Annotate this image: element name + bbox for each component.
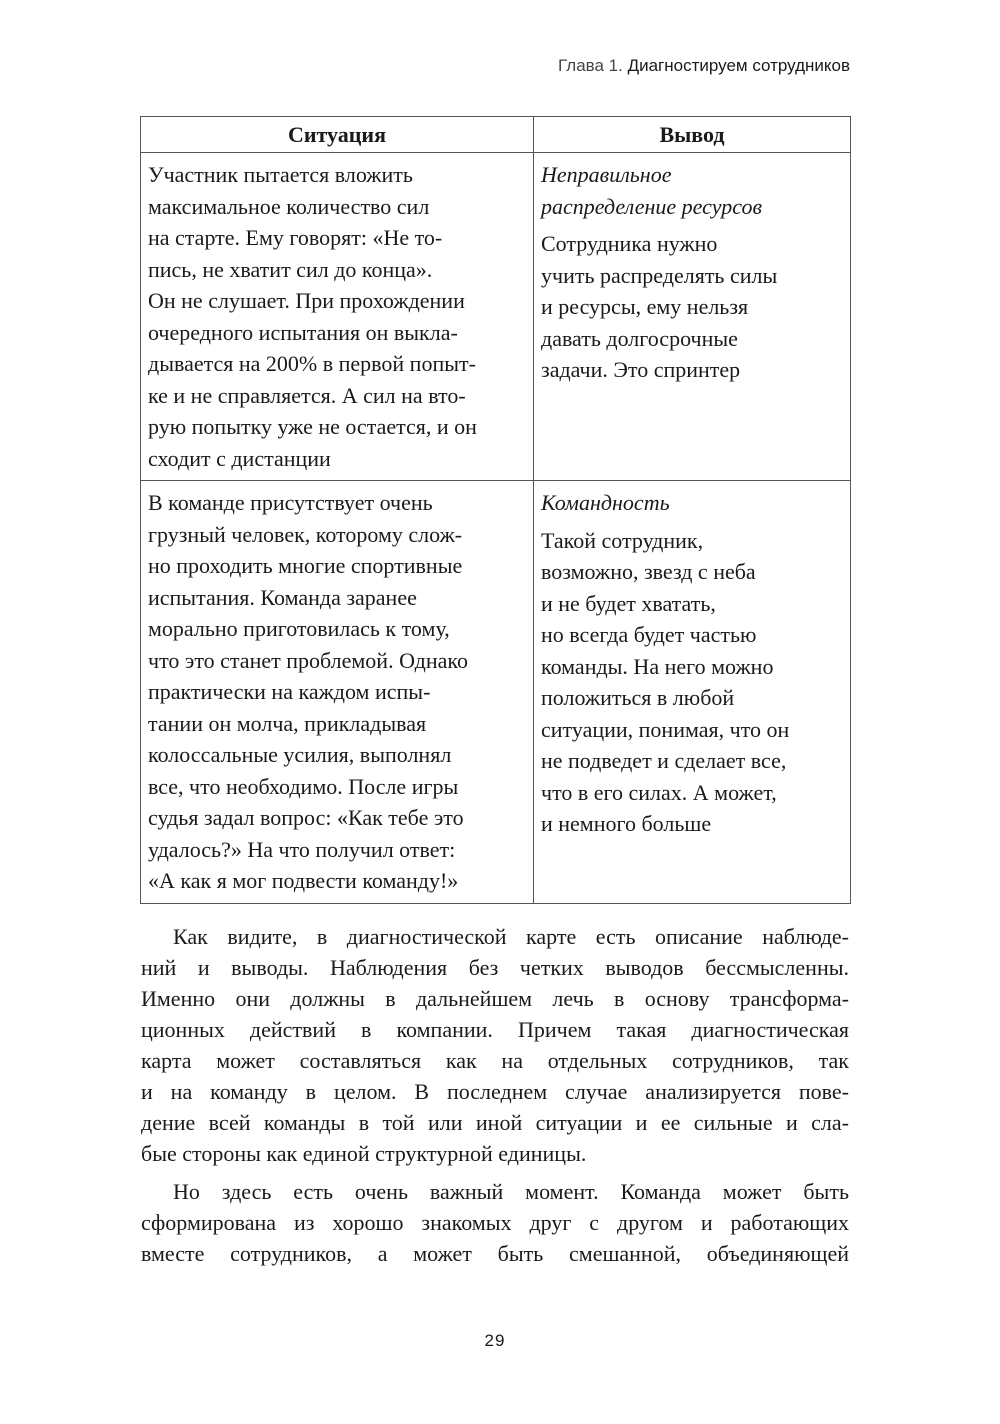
- paragraph-line: ционных действий в компании. Причем такая диагностическая: [141, 1017, 849, 1042]
- situation-line: судья задал вопрос: «Как тебе это: [148, 805, 464, 830]
- conclusion-line: команды. На него можно: [541, 653, 774, 679]
- conclusion-line: что в его силах. А может,: [541, 779, 777, 805]
- paragraph-line: Именно они должны в дальнейшем лечь в основу трансформа-: [141, 986, 849, 1011]
- conclusion-line: Сотрудника нужно: [541, 231, 718, 256]
- conclusion-line: и немного больше: [541, 811, 712, 836]
- situation-line: что это станет проблемой. Однако: [148, 647, 468, 673]
- situation-line: тании он молча, прикладывая: [148, 710, 427, 736]
- conclusion-title-line: Командность: [541, 490, 670, 515]
- situation-line: колоссальные усилия, выполнял: [148, 742, 452, 767]
- situation-line: все, что необходимо. После игры: [148, 773, 459, 799]
- situation-line: практически на каждом испы-: [148, 679, 431, 704]
- situation-line: Он не слушает. При прохождении: [148, 288, 465, 313]
- situation-line: дывается на 200% в первой попыт-: [148, 351, 476, 376]
- conclusion-title-line: Неправильное: [541, 162, 672, 187]
- situation-line: пись, не хватит сил до конца».: [148, 256, 433, 282]
- paragraph-line: дение всей команды в той или иной ситуации и ее сильные и сла-: [141, 1110, 849, 1135]
- situation-cell: [141, 481, 534, 904]
- paragraph-line: Но здесь есть очень важный момент. Команда может быть: [173, 1179, 849, 1204]
- situation-line: грузный человек, которому слож-: [148, 521, 463, 547]
- table-row: [141, 481, 851, 904]
- paragraph-line: ний и выводы. Наблюдения без четких выводов бессмысленны.: [141, 955, 849, 980]
- situation-line: В команде присутствует очень: [148, 490, 433, 515]
- conclusion-line: возможно, звезд с неба: [541, 559, 756, 584]
- situation-line: сходит с дистанции: [148, 445, 331, 471]
- chapter-title: Диагностируем сотрудников: [627, 56, 850, 75]
- conclusion-line: и ресурсы, ему нельзя: [541, 294, 749, 319]
- conclusion-line: не подведет и сделает все,: [541, 748, 787, 773]
- conclusion-line: Такой сотрудник,: [541, 527, 704, 553]
- page-number: 29: [484, 1331, 506, 1350]
- conclusion-title-line: распределение ресурсов: [541, 193, 763, 219]
- diagnostic-table: [140, 116, 851, 904]
- paragraph-line: бые стороны как единой структурной единицы.: [141, 1141, 587, 1166]
- conclusion-line: учить распределять силы: [541, 262, 778, 288]
- situation-line: рую попытку уже не остается, и он: [148, 414, 477, 439]
- situation-line: но проходить многие спортивные: [148, 553, 463, 578]
- paragraph-line: и на команду в целом. В последнем случае анализируется пове-: [141, 1079, 849, 1104]
- conclusion-line: но всегда будет частью: [541, 622, 757, 647]
- situation-line: очередного испытания он выкла-: [148, 319, 458, 345]
- conclusion-cell: [534, 481, 851, 904]
- conclusion-title: [541, 159, 843, 222]
- body-paragraph-2: [141, 1176, 849, 1269]
- situation-line: испытания. Команда заранее: [148, 584, 417, 610]
- conclusion-line: и не будет хватать,: [541, 590, 716, 616]
- situation-line: на старте. Ему говорят: «Не то-: [148, 225, 443, 250]
- conclusion-title: [541, 487, 843, 519]
- column-header-conclusion: Вывод: [534, 117, 851, 153]
- situation-cell: [141, 153, 534, 481]
- conclusion-line: ситуации, понимая, что он: [541, 716, 790, 742]
- conclusion-line: давать долгосрочные: [541, 325, 738, 351]
- conclusion-text: [541, 525, 843, 840]
- situation-line: максимальное количество сил: [148, 193, 430, 219]
- paragraph-line: сформирована из хорошо знакомых друг с другом и работающих: [141, 1210, 849, 1235]
- conclusion-text: [541, 228, 843, 386]
- table-row: [141, 153, 851, 481]
- table-header-row: [141, 117, 851, 153]
- conclusion-line: задачи. Это спринтер: [541, 357, 741, 382]
- running-header: [558, 56, 850, 76]
- situation-line: морально приготовилась к тому,: [148, 616, 450, 641]
- paragraph-line: вместе сотрудников, а может быть смешанной, объединяющей: [141, 1241, 849, 1266]
- chapter-label: Глава 1.: [558, 56, 623, 75]
- paragraph-line: карта может составляться как на отдельных сотрудников, так: [141, 1048, 849, 1073]
- situation-line: Участник пытается вложить: [148, 162, 413, 187]
- body-paragraph-1: [141, 921, 849, 1169]
- situation-line: ке и не справляется. А сил на вто-: [148, 382, 466, 408]
- conclusion-line: положиться в любой: [541, 685, 735, 710]
- situation-line: удалось?» На что получил ответ:: [148, 836, 456, 862]
- conclusion-cell: [534, 153, 851, 481]
- paragraph-line: Как видите, в диагностической карте есть описание наблюде-: [173, 924, 849, 949]
- column-header-situation: Ситуация: [141, 117, 534, 153]
- situation-line: «А как я мог подвести команду!»: [148, 868, 459, 893]
